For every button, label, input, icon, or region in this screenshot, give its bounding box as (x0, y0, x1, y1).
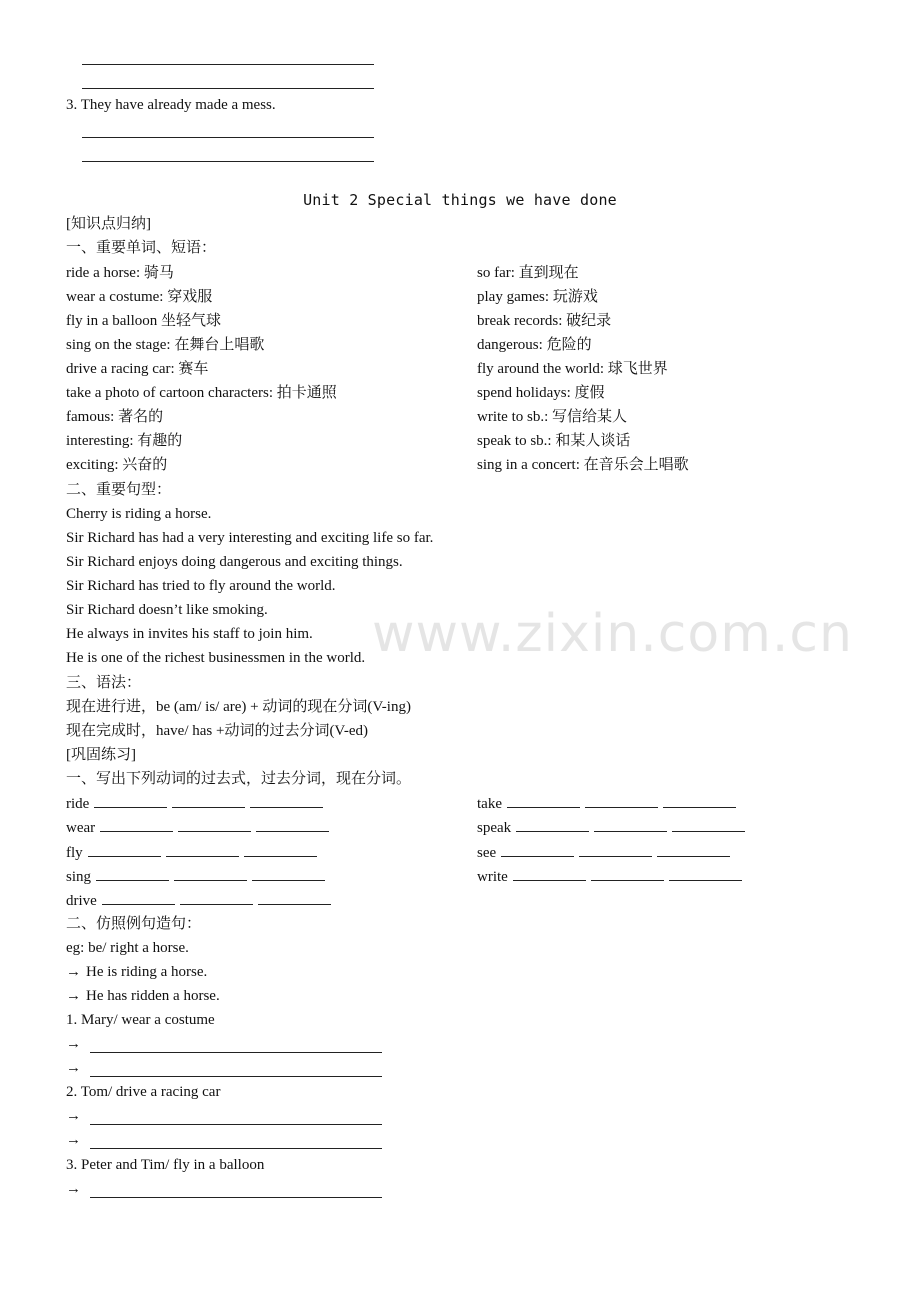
exercise2-heading: 二、仿照例句造句： (66, 916, 202, 932)
answer-blank[interactable] (669, 866, 742, 881)
vocab-item: fly around the world: 球飞世界 (477, 361, 668, 377)
answer-blank[interactable] (100, 817, 173, 832)
answer-blank[interactable] (594, 817, 667, 832)
vocab-item: sing on the stage: 在舞台上唱歌 (66, 337, 265, 353)
answer-blank[interactable] (579, 842, 652, 857)
verb-row (477, 817, 745, 838)
example-answer-text: He has ridden a horse. (86, 988, 220, 1004)
answer-blank[interactable] (166, 842, 239, 857)
grammar-item: 现在完成时，have/ has +动词的过去分词(V-ed) (66, 723, 369, 739)
vocab-item: take a photo of cartoon characters: 拍卡通照 (66, 385, 337, 401)
answer-blank[interactable] (102, 890, 175, 905)
sentence-item: Sir Richard enjoys doing dangerous and exciting things. (66, 554, 403, 570)
example-prompt: eg: be/ right a horse. (66, 940, 189, 956)
example-answer-text: He is riding a horse. (86, 964, 208, 980)
verb-row (66, 817, 329, 838)
verb-row (66, 890, 331, 911)
answer-blank[interactable] (96, 866, 169, 881)
vocab-item: fly in a balloon 坐轻气球 (66, 313, 221, 329)
verb-row (477, 866, 742, 887)
example-answer (66, 986, 220, 1006)
exercise1-heading: 一、写出下列动词的过去式，过去分词，现在分词。 (66, 771, 412, 787)
vocab-item: speak to sb.: 和某人谈话 (477, 433, 631, 449)
arrow-icon: → (66, 988, 81, 1004)
answer-blank[interactable] (174, 866, 247, 881)
arrow-icon: → (66, 1036, 81, 1052)
vocab-item: wear a costume: 穿戏服 (66, 289, 213, 305)
verb-label: drive (66, 893, 97, 909)
answer-blank-line[interactable] (82, 137, 374, 138)
answer-blank[interactable] (252, 866, 325, 881)
answer-blank[interactable] (180, 890, 253, 905)
vocab-item: dangerous: 危险的 (477, 337, 592, 353)
arrow-icon: → (66, 1132, 81, 1148)
answer-blank[interactable] (250, 793, 323, 808)
vocab-item: sing in a concert: 在音乐会上唱歌 (477, 457, 689, 473)
verb-row (477, 793, 736, 814)
answer-blank-line[interactable] (82, 88, 374, 89)
answer-blank[interactable] (172, 793, 245, 808)
verb-label: fly (66, 845, 83, 861)
sentence-item: Sir Richard has tried to fly around the world. (66, 578, 336, 594)
exercise2-item: 1. Mary/ wear a costume (66, 1012, 215, 1028)
section-summary-heading: [知识点归纳] (66, 216, 151, 232)
sentence-item: He always in invites his staff to join him. (66, 626, 313, 642)
answer-blank-line[interactable] (90, 1197, 382, 1198)
arrow-icon: → (66, 1060, 81, 1076)
verb-row (477, 842, 730, 863)
verb-label: ride (66, 796, 90, 812)
answer-blank[interactable] (501, 842, 574, 857)
answer-blank[interactable] (516, 817, 589, 832)
vocab-item: ride a horse: 骑马 (66, 265, 174, 281)
vocab-item: famous: 著名的 (66, 409, 164, 425)
vocab-item: play games: 玩游戏 (477, 289, 598, 305)
answer-blank[interactable] (258, 890, 331, 905)
vocab-item: interesting: 有趣的 (66, 433, 183, 449)
verb-row (66, 793, 323, 814)
watermark: www.zixin.com.cn (372, 604, 853, 664)
practice-heading: [巩固练习] (66, 747, 136, 763)
vocab-item: exciting: 兴奋的 (66, 457, 168, 473)
verb-label: write (477, 869, 508, 885)
answer-blank-line[interactable] (82, 64, 374, 65)
sentence-item: Sir Richard doesn’t like smoking. (66, 602, 268, 618)
vocab-item: so far: 直到现在 (477, 265, 579, 281)
verb-row (66, 842, 317, 863)
vocab-item: spend holidays: 度假 (477, 385, 605, 401)
arrow-icon: → (66, 964, 81, 980)
answer-blank[interactable] (244, 842, 317, 857)
vocab-item: drive a racing car: 赛车 (66, 361, 209, 377)
answer-blank[interactable] (507, 793, 580, 808)
answer-blank[interactable] (94, 793, 167, 808)
answer-blank[interactable] (672, 817, 745, 832)
answer-blank-line[interactable] (90, 1148, 382, 1149)
unit-title: Unit 2 Special things we have done (303, 191, 617, 209)
answer-blank[interactable] (585, 793, 658, 808)
answer-blank[interactable] (663, 793, 736, 808)
verb-label: wear (66, 820, 96, 836)
verb-label: speak (477, 820, 512, 836)
sentence-item: Sir Richard has had a very interesting and exciting life so far. (66, 530, 434, 546)
answer-blank-line[interactable] (90, 1052, 382, 1053)
exercise2-item: 2. Tom/ drive a racing car (66, 1084, 221, 1100)
answer-blank-line[interactable] (82, 161, 374, 162)
verb-label: sing (66, 869, 92, 885)
vocab-item: break records: 破纪录 (477, 313, 612, 329)
vocab-item: write to sb.: 写信给某人 (477, 409, 627, 425)
verb-label: see (477, 845, 497, 861)
sentence-item: He is one of the richest businessmen in the world. (66, 650, 366, 666)
answer-blank[interactable] (88, 842, 161, 857)
answer-blank-line[interactable] (90, 1076, 382, 1077)
grammar-heading: 三、语法： (66, 675, 142, 691)
example-answer (66, 962, 207, 982)
sentences-heading: 二、重要句型： (66, 482, 172, 498)
answer-blank[interactable] (178, 817, 251, 832)
exercise-item-3: 3. They have already made a mess. (66, 97, 276, 113)
arrow-icon: → (66, 1108, 81, 1124)
answer-blank[interactable] (513, 866, 586, 881)
answer-blank-line[interactable] (90, 1124, 382, 1125)
exercise2-item: 3. Peter and Tim/ fly in a balloon (66, 1157, 265, 1173)
answer-blank[interactable] (591, 866, 664, 881)
answer-blank[interactable] (657, 842, 730, 857)
grammar-item: 现在进行进，be (am/ is/ are) + 动词的现在分词(V-ing) (66, 699, 411, 715)
verb-row (66, 866, 325, 887)
words-heading: 一、重要单词、短语： (66, 240, 217, 256)
answer-blank[interactable] (256, 817, 329, 832)
arrow-icon: → (66, 1181, 81, 1197)
sentence-item: Cherry is riding a horse. (66, 506, 212, 522)
verb-label: take (477, 796, 502, 812)
